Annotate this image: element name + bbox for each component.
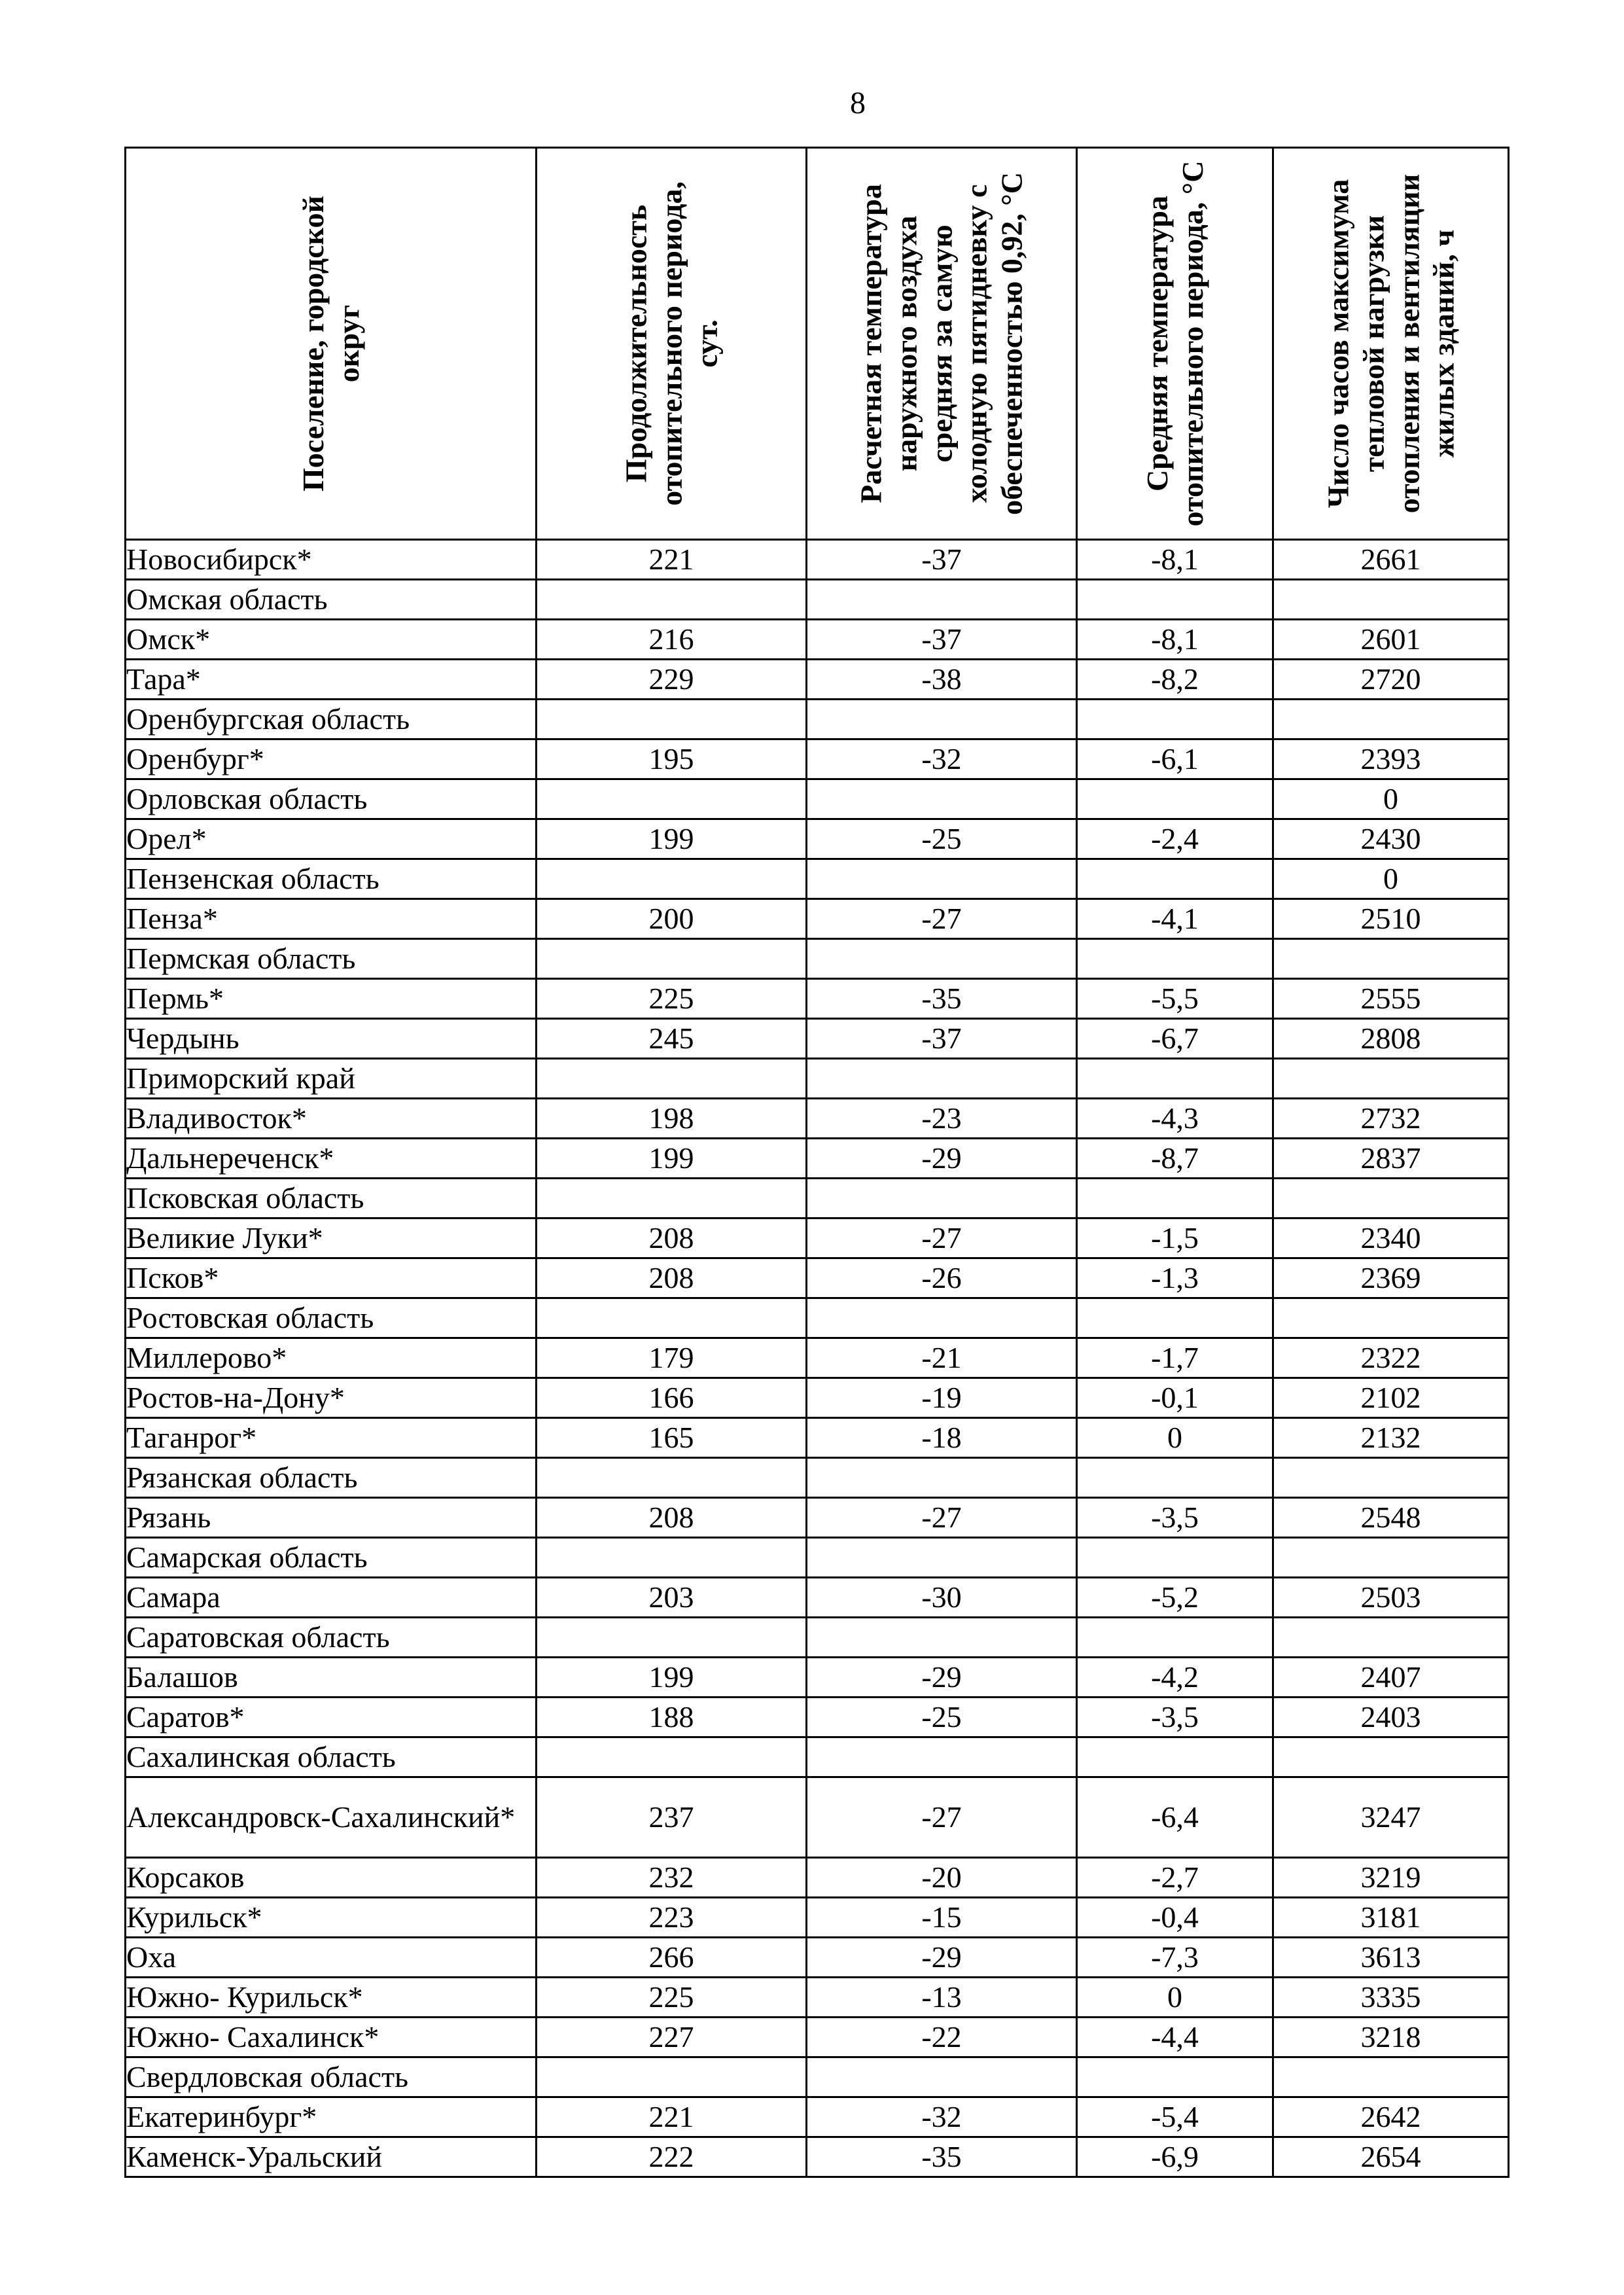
cell-avg-temp: -3,5: [1077, 1698, 1273, 1737]
cell-avg-temp: [1077, 580, 1273, 620]
cell-days: 245: [537, 1019, 807, 1059]
cell-days: 208: [537, 1498, 807, 1538]
cell-days: 221: [537, 2097, 807, 2137]
cell-avg-temp: -8,1: [1077, 540, 1273, 580]
cell-hours: [1273, 700, 1509, 739]
cell-settlement: Сахалинская область: [126, 1737, 537, 1777]
table-row: [126, 779, 1509, 819]
cell-days: 232: [537, 1858, 807, 1898]
cell-settlement: Пенза*: [126, 899, 537, 939]
cell-hours: 2510: [1273, 899, 1509, 939]
cell-avg-temp: -4,1: [1077, 899, 1273, 939]
cell-settlement: Пензенская область: [126, 859, 537, 899]
cell-avg-temp: -4,3: [1077, 1099, 1273, 1139]
cell-avg-temp: -4,2: [1077, 1658, 1273, 1698]
cell-days: [537, 1458, 807, 1498]
cell-days: 221: [537, 540, 807, 580]
cell-avg-temp: -2,4: [1077, 819, 1273, 859]
cell-avg-temp: -6,9: [1077, 2137, 1273, 2177]
cell-design-temp: -37: [807, 620, 1077, 660]
cell-avg-temp: -1,7: [1077, 1338, 1273, 1378]
cell-settlement: Великие Луки*: [126, 1219, 537, 1258]
cell-days: 199: [537, 819, 807, 859]
table-row: [126, 2018, 1509, 2057]
cell-avg-temp: [1077, 2057, 1273, 2097]
table-row: [126, 979, 1509, 1019]
cell-hours: 3219: [1273, 1858, 1509, 1898]
cell-avg-temp: [1077, 939, 1273, 979]
cell-hours: 3181: [1273, 1898, 1509, 1938]
cell-days: 198: [537, 1099, 807, 1139]
cell-design-temp: -29: [807, 1938, 1077, 1978]
cell-settlement: Каменск-Уральский: [126, 2137, 537, 2177]
cell-design-temp: [807, 1618, 1077, 1658]
cell-days: 200: [537, 899, 807, 939]
cell-settlement: Оренбург*: [126, 739, 537, 779]
cell-avg-temp: [1077, 1179, 1273, 1219]
cell-days: [537, 1059, 807, 1099]
table-row: [126, 620, 1509, 660]
cell-hours: 2555: [1273, 979, 1509, 1019]
cell-design-temp: [807, 2057, 1077, 2097]
table-row: [126, 1658, 1509, 1698]
cell-design-temp: -38: [807, 660, 1077, 700]
cell-avg-temp: -0,4: [1077, 1898, 1273, 1938]
cell-settlement: Владивосток*: [126, 1099, 537, 1139]
cell-settlement: Екатеринбург*: [126, 2097, 537, 2137]
cell-days: 208: [537, 1258, 807, 1298]
cell-avg-temp: -5,5: [1077, 979, 1273, 1019]
cell-days: [537, 1179, 807, 1219]
cell-days: 225: [537, 979, 807, 1019]
cell-avg-temp: -6,7: [1077, 1019, 1273, 1059]
cell-design-temp: -32: [807, 739, 1077, 779]
table-row: [126, 1258, 1509, 1298]
cell-settlement: Александровск-Сахалинский*: [126, 1777, 537, 1858]
cell-design-temp: -29: [807, 1139, 1077, 1179]
table-row: [126, 1458, 1509, 1498]
cell-days: 222: [537, 2137, 807, 2177]
cell-settlement: Рязань: [126, 1498, 537, 1538]
cell-settlement: Южно- Сахалинск*: [126, 2018, 537, 2057]
cell-hours: 2601: [1273, 620, 1509, 660]
cell-design-temp: [807, 1059, 1077, 1099]
table-row: [126, 1898, 1509, 1938]
cell-avg-temp: -8,2: [1077, 660, 1273, 700]
table-row: [126, 580, 1509, 620]
table-header-row: [126, 148, 1509, 540]
cell-hours: 2808: [1273, 1019, 1509, 1059]
cell-settlement: Таганрог*: [126, 1418, 537, 1458]
cell-design-temp: [807, 859, 1077, 899]
cell-settlement: Омск*: [126, 620, 537, 660]
cell-days: 237: [537, 1777, 807, 1858]
cell-settlement: Орел*: [126, 819, 537, 859]
cell-settlement: Чердынь: [126, 1019, 537, 1059]
table-row: [126, 1498, 1509, 1538]
cell-avg-temp: -8,1: [1077, 620, 1273, 660]
cell-design-temp: -20: [807, 1858, 1077, 1898]
cell-design-temp: -26: [807, 1258, 1077, 1298]
table-row: [126, 2057, 1509, 2097]
cell-design-temp: -27: [807, 1219, 1077, 1258]
cell-hours: 0: [1273, 859, 1509, 899]
cell-settlement: Миллерово*: [126, 1338, 537, 1378]
cell-settlement: Рязанская область: [126, 1458, 537, 1498]
cell-hours: 3335: [1273, 1978, 1509, 2018]
cell-design-temp: -22: [807, 2018, 1077, 2057]
cell-days: 225: [537, 1978, 807, 2018]
table-row: [126, 1219, 1509, 1258]
cell-days: [537, 1538, 807, 1578]
cell-hours: 0: [1273, 779, 1509, 819]
cell-avg-temp: -7,3: [1077, 1938, 1273, 1978]
cell-days: 227: [537, 2018, 807, 2057]
table-row: [126, 899, 1509, 939]
header-heating-period-days: Продолжительность отопительного периода, сут.: [537, 148, 807, 540]
table-row: [126, 1938, 1509, 1978]
cell-days: [537, 2057, 807, 2097]
cell-days: 266: [537, 1938, 807, 1978]
cell-hours: 3218: [1273, 2018, 1509, 2057]
cell-hours: 2407: [1273, 1658, 1509, 1698]
cell-settlement: Псков*: [126, 1258, 537, 1298]
cell-design-temp: -35: [807, 2137, 1077, 2177]
cell-avg-temp: -4,4: [1077, 2018, 1273, 2057]
cell-hours: 2732: [1273, 1099, 1509, 1139]
page-number: 8: [850, 86, 866, 120]
cell-design-temp: [807, 700, 1077, 739]
table-row: [126, 1139, 1509, 1179]
table-row: [126, 660, 1509, 700]
cell-hours: [1273, 939, 1509, 979]
cell-hours: 2340: [1273, 1219, 1509, 1258]
cell-settlement: Приморский край: [126, 1059, 537, 1099]
cell-hours: 2661: [1273, 540, 1509, 580]
cell-design-temp: -27: [807, 1498, 1077, 1538]
cell-days: [537, 1737, 807, 1777]
cell-avg-temp: -1,3: [1077, 1258, 1273, 1298]
table-body: [126, 540, 1509, 2177]
cell-design-temp: [807, 580, 1077, 620]
table-row: [126, 1978, 1509, 2018]
cell-settlement: Свердловская область: [126, 2057, 537, 2097]
cell-avg-temp: [1077, 779, 1273, 819]
cell-design-temp: -25: [807, 819, 1077, 859]
cell-days: 165: [537, 1418, 807, 1458]
cell-days: 216: [537, 620, 807, 660]
table-row: [126, 1578, 1509, 1618]
table-row: [126, 739, 1509, 779]
cell-design-temp: -13: [807, 1978, 1077, 2018]
heating-climate-table: [124, 147, 1509, 2178]
header-max-load-hours: Число часов максимума тепловой нагрузки отопления и вентиляции жилых зданий, ч: [1273, 148, 1509, 540]
cell-days: [537, 939, 807, 979]
table-row: [126, 1698, 1509, 1737]
header-design-temperature: Расчетная температура наружного воздуха средняя за самую холодную пятидневку с обеспеченностью 0,92, °С: [807, 148, 1077, 540]
table-row: [126, 1737, 1509, 1777]
cell-days: 195: [537, 739, 807, 779]
table-row: [126, 540, 1509, 580]
cell-avg-temp: -5,2: [1077, 1578, 1273, 1618]
cell-design-temp: [807, 1737, 1077, 1777]
cell-design-temp: -35: [807, 979, 1077, 1019]
cell-settlement: Дальнереченск*: [126, 1139, 537, 1179]
cell-hours: [1273, 580, 1509, 620]
table-row: [126, 1179, 1509, 1219]
table-row: [126, 1019, 1509, 1059]
header-settlement: Поселение, городской округ: [126, 148, 537, 540]
cell-hours: 2642: [1273, 2097, 1509, 2137]
cell-hours: 2322: [1273, 1338, 1509, 1378]
cell-hours: 2102: [1273, 1378, 1509, 1418]
cell-settlement: Пермская область: [126, 939, 537, 979]
table-row: [126, 939, 1509, 979]
cell-design-temp: [807, 1458, 1077, 1498]
cell-design-temp: -19: [807, 1378, 1077, 1418]
cell-design-temp: -37: [807, 1019, 1077, 1059]
table-row: [126, 1418, 1509, 1458]
table-row: [126, 859, 1509, 899]
cell-days: 166: [537, 1378, 807, 1418]
cell-days: [537, 1618, 807, 1658]
cell-hours: [1273, 1059, 1509, 1099]
cell-avg-temp: [1077, 1538, 1273, 1578]
cell-days: 179: [537, 1338, 807, 1378]
cell-avg-temp: [1077, 1059, 1273, 1099]
cell-hours: 2837: [1273, 1139, 1509, 1179]
cell-avg-temp: [1077, 1458, 1273, 1498]
cell-design-temp: -15: [807, 1898, 1077, 1938]
cell-avg-temp: -5,4: [1077, 2097, 1273, 2137]
cell-avg-temp: [1077, 1737, 1273, 1777]
cell-settlement: Псковская область: [126, 1179, 537, 1219]
cell-hours: 2548: [1273, 1498, 1509, 1538]
cell-hours: 3613: [1273, 1938, 1509, 1978]
cell-settlement: Саратов*: [126, 1698, 537, 1737]
cell-avg-temp: -1,5: [1077, 1219, 1273, 1258]
cell-hours: 2430: [1273, 819, 1509, 859]
cell-hours: 3247: [1273, 1777, 1509, 1858]
cell-days: [537, 779, 807, 819]
cell-avg-temp: -3,5: [1077, 1498, 1273, 1538]
cell-settlement: Южно- Курильск*: [126, 1978, 537, 2018]
cell-hours: 2503: [1273, 1578, 1509, 1618]
cell-settlement: Омская область: [126, 580, 537, 620]
cell-avg-temp: 0: [1077, 1978, 1273, 2018]
table-row: [126, 1338, 1509, 1378]
cell-settlement: Саратовская область: [126, 1618, 537, 1658]
cell-hours: 2654: [1273, 2137, 1509, 2177]
cell-design-temp: [807, 779, 1077, 819]
cell-avg-temp: [1077, 1298, 1273, 1338]
cell-settlement: Пермь*: [126, 979, 537, 1019]
cell-hours: [1273, 1538, 1509, 1578]
cell-avg-temp: -0,1: [1077, 1378, 1273, 1418]
table-row: [126, 819, 1509, 859]
cell-settlement: Ростовская область: [126, 1298, 537, 1338]
cell-design-temp: [807, 1538, 1077, 1578]
cell-settlement: Балашов: [126, 1658, 537, 1698]
table-row: [126, 2097, 1509, 2137]
cell-design-temp: [807, 1179, 1077, 1219]
cell-settlement: Курильск*: [126, 1898, 537, 1938]
cell-days: 223: [537, 1898, 807, 1938]
table-row: [126, 700, 1509, 739]
table-row: [126, 1378, 1509, 1418]
cell-hours: [1273, 1298, 1509, 1338]
cell-settlement: Оренбургская область: [126, 700, 537, 739]
cell-hours: [1273, 1458, 1509, 1498]
table-row: [126, 1298, 1509, 1338]
cell-avg-temp: 0: [1077, 1418, 1273, 1458]
table-row: [126, 1777, 1509, 1858]
cell-settlement: Орловская область: [126, 779, 537, 819]
cell-days: [537, 859, 807, 899]
cell-avg-temp: -6,4: [1077, 1777, 1273, 1858]
cell-days: 203: [537, 1578, 807, 1618]
table-row: [126, 2137, 1509, 2177]
cell-design-temp: [807, 1298, 1077, 1338]
cell-hours: 2720: [1273, 660, 1509, 700]
cell-design-temp: -30: [807, 1578, 1077, 1618]
cell-avg-temp: -2,7: [1077, 1858, 1273, 1898]
cell-design-temp: -25: [807, 1698, 1077, 1737]
cell-design-temp: -27: [807, 899, 1077, 939]
cell-design-temp: -32: [807, 2097, 1077, 2137]
cell-hours: [1273, 1179, 1509, 1219]
cell-settlement: Новосибирск*: [126, 540, 537, 580]
cell-days: [537, 700, 807, 739]
cell-settlement: Тара*: [126, 660, 537, 700]
cell-days: 208: [537, 1219, 807, 1258]
cell-days: 199: [537, 1139, 807, 1179]
table-row: [126, 1618, 1509, 1658]
table-row: [126, 1059, 1509, 1099]
cell-design-temp: -29: [807, 1658, 1077, 1698]
cell-hours: 2132: [1273, 1418, 1509, 1458]
cell-hours: 2393: [1273, 739, 1509, 779]
cell-hours: 2403: [1273, 1698, 1509, 1737]
cell-avg-temp: -6,1: [1077, 739, 1273, 779]
cell-settlement: Самара: [126, 1578, 537, 1618]
cell-settlement: Ростов-на-Дону*: [126, 1378, 537, 1418]
cell-settlement: Корсаков: [126, 1858, 537, 1898]
table-row: [126, 1099, 1509, 1139]
cell-hours: [1273, 1618, 1509, 1658]
cell-hours: [1273, 1737, 1509, 1777]
cell-days: [537, 1298, 807, 1338]
cell-design-temp: -18: [807, 1418, 1077, 1458]
cell-hours: 2369: [1273, 1258, 1509, 1298]
cell-hours: [1273, 2057, 1509, 2097]
cell-days: 188: [537, 1698, 807, 1737]
cell-days: 229: [537, 660, 807, 700]
table-row: [126, 1538, 1509, 1578]
cell-days: [537, 580, 807, 620]
cell-avg-temp: -8,7: [1077, 1139, 1273, 1179]
cell-design-temp: [807, 939, 1077, 979]
cell-design-temp: -27: [807, 1777, 1077, 1858]
table-row: [126, 1858, 1509, 1898]
cell-avg-temp: [1077, 700, 1273, 739]
cell-design-temp: -21: [807, 1338, 1077, 1378]
cell-design-temp: -23: [807, 1099, 1077, 1139]
header-average-temperature: Средняя температура отопительного периода, °С: [1077, 148, 1273, 540]
cell-avg-temp: [1077, 1618, 1273, 1658]
cell-avg-temp: [1077, 859, 1273, 899]
cell-settlement: Самарская область: [126, 1538, 537, 1578]
cell-days: 199: [537, 1658, 807, 1698]
cell-design-temp: -37: [807, 540, 1077, 580]
cell-settlement: Оха: [126, 1938, 537, 1978]
